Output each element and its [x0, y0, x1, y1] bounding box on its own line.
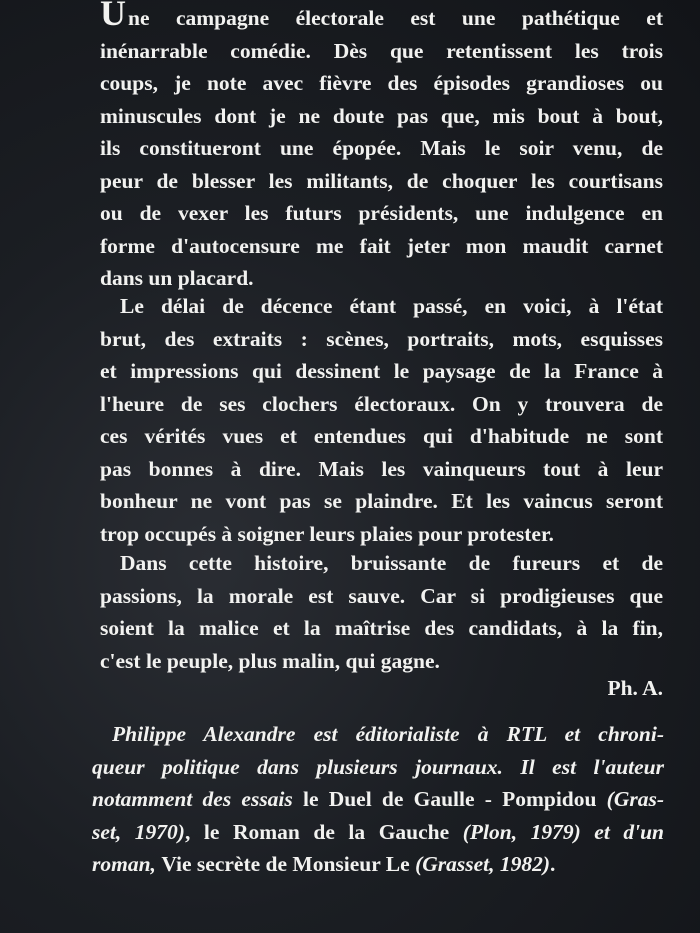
text-line	[100, 388, 663, 421]
line-text: soient la malice et la maîtrise des candidats, à la fin,	[100, 616, 663, 640]
line-text: passions, la morale est sauve. Car si prodigieuses que	[100, 583, 663, 608]
text-line	[100, 453, 663, 486]
text-line	[100, 355, 663, 388]
italic-text: set, 1970)	[92, 819, 185, 844]
italic-text: Philippe Alexandre est éditorialiste à RTL et chroni-	[112, 722, 664, 746]
drop-cap: U	[100, 0, 126, 33]
author-bio	[92, 718, 664, 881]
text-line	[100, 100, 663, 133]
title-text: , le Roman de la Gauche	[184, 819, 463, 844]
line-text: c'est le peuple, plus malin, qui gagne.	[100, 648, 440, 673]
title-text: le Duel de Gaulle - Pompidou	[302, 787, 607, 811]
line-text: ou de vexer les futurs présidents, une indulgence en	[100, 201, 663, 225]
text-line	[100, 580, 663, 613]
text-line	[100, 67, 663, 100]
text-line	[100, 323, 663, 356]
text-line	[100, 518, 663, 551]
line-text: pas bonnes à dire. Mais les vainqueurs tout à leur	[100, 456, 663, 481]
paragraph-1	[100, 2, 663, 295]
line-text: ne campagne électorale est une pathétique et	[128, 6, 663, 30]
line-text: inénarrable comédie. Dès que retentissent les trois	[100, 38, 663, 63]
italic-text: roman,	[92, 852, 162, 876]
text-line	[100, 547, 663, 580]
bio-line	[92, 848, 664, 881]
paragraph-2	[100, 290, 663, 550]
signature: Ph. A.	[607, 676, 663, 700]
line-text: Dans cette histoire, bruissante de fureurs et de	[120, 551, 663, 575]
text-line	[100, 645, 663, 678]
line-text: ces vérités vues et entendues qui d'habitude ne sont	[100, 424, 663, 448]
bio-line	[92, 718, 664, 751]
line-text: peur de blesser les militants, de choquer les courtisans	[100, 168, 663, 193]
text-line	[100, 165, 663, 198]
italic-text: (Grasset, 1982)	[415, 852, 551, 876]
line-text: brut, des extraits : scènes, portraits, mots, esquisses	[100, 326, 663, 351]
line-text: trop occupés à soigner leurs plaies pour protester.	[100, 521, 554, 546]
line-text: ils constitueront une épopée. Mais le soir venu, de	[100, 136, 663, 160]
bio-line	[92, 751, 664, 784]
title-text: Vie secrète de Monsieur Le	[161, 852, 416, 876]
line-text: forme d'autocensure me fait jeter mon maudit carnet	[100, 233, 663, 258]
text-line	[100, 420, 663, 453]
paragraph-3	[100, 547, 663, 677]
text-line	[100, 35, 663, 68]
line-text: l'heure de ses clochers électoraux. On y trouvera de	[100, 391, 663, 416]
line-text: et impressions qui dessinent le paysage de la France à	[100, 359, 663, 383]
bio-line	[92, 816, 664, 849]
line-text: coups, je note avec fièvre des épisodes grandioses ou	[100, 71, 663, 95]
line-text: minuscules dont je ne doute pas que, mis bout à bout,	[100, 103, 663, 128]
bio-line	[92, 783, 664, 816]
text-line	[100, 2, 663, 35]
line-text: Le délai de décence étant passé, en voici, à l'état	[120, 294, 663, 318]
text-line	[100, 132, 663, 165]
line-text: dans un placard.	[100, 266, 254, 290]
line-text: bonheur ne vont pas se plaindre. Et les vaincus seront	[100, 489, 663, 513]
text-line	[100, 230, 663, 263]
title-text: .	[550, 852, 556, 876]
italic-text: notamment des essais	[92, 787, 303, 811]
italic-text: (Gras-	[606, 787, 664, 811]
text-line	[100, 612, 663, 645]
text-line	[100, 485, 663, 518]
italic-text: queur politique dans plusieurs journaux. Il est l'auteur	[92, 754, 664, 779]
italic-text: (Plon, 1979) et d'un	[462, 819, 665, 844]
text-line	[100, 290, 663, 323]
text-line	[100, 197, 663, 230]
